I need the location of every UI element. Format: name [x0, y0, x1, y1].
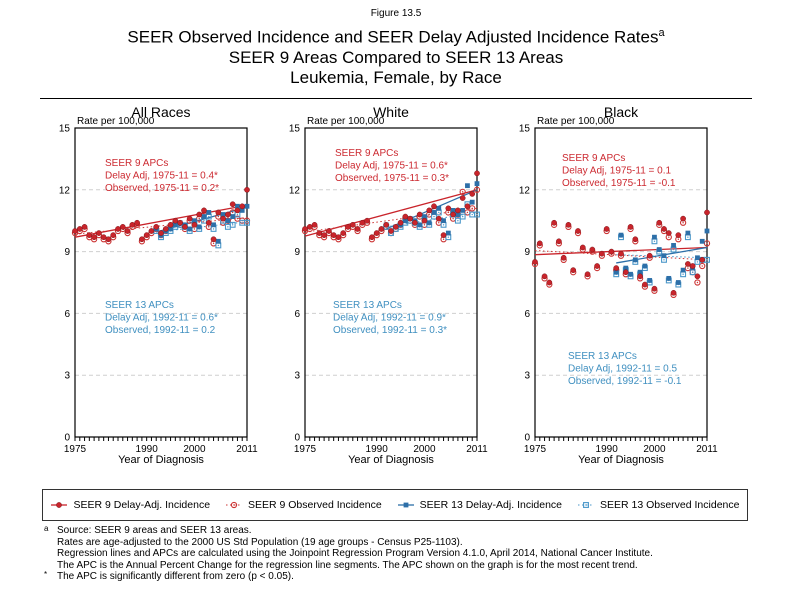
svg-text:2011: 2011: [236, 444, 258, 455]
svg-text:Delay Adj, 1975-11 = 0.6*: Delay Adj, 1975-11 = 0.6*: [335, 160, 448, 172]
svg-text:6: 6: [294, 308, 300, 320]
svg-text:Observed, 1975-11 = 0.3*: Observed, 1975-11 = 0.3*: [335, 173, 450, 184]
legend-label: SEER 13 Observed Incidence: [599, 499, 740, 511]
figure-number: Figure 13.5: [370, 8, 422, 19]
svg-text:0: 0: [524, 432, 530, 444]
footnote-source: a Source: SEER 9 areas and SEER 13 areas.: [44, 524, 252, 536]
svg-text:1975: 1975: [63, 444, 87, 455]
seer13-observed-marker-icon: [577, 499, 595, 511]
svg-text:Black: Black: [603, 104, 639, 120]
legend-label: SEER 9 Delay-Adj. Incidence: [73, 499, 211, 511]
svg-text:All Races: All Races: [131, 104, 191, 120]
svg-text:Observed, 1975-11 = 0.2*: Observed, 1975-11 = 0.2*: [105, 183, 220, 194]
svg-text:0: 0: [64, 432, 70, 444]
svg-text:White: White: [373, 104, 409, 120]
svg-text:Delay Adj, 1992-11 = 0.5: Delay Adj, 1992-11 = 0.5: [568, 363, 678, 375]
figure-title: [0, 23, 792, 88]
legend-item-seer9-observed: [225, 499, 382, 511]
svg-text:Observed, 1992-11 = 0.3*: Observed, 1992-11 = 0.3*: [333, 325, 448, 336]
chart-panel-all-races: [37, 102, 269, 477]
svg-text:Delay Adj, 1992-11 = 0.6*: Delay Adj, 1992-11 = 0.6*: [105, 312, 218, 324]
svg-text:1975: 1975: [523, 444, 547, 455]
svg-text:9: 9: [64, 247, 70, 259]
footnote-apc-definition: The APC is the Annual Percent Change for the regression line segments. The APC shown on the graph is for the most recent trend.: [57, 559, 638, 571]
title-footnote-marker: a: [658, 27, 665, 39]
legend-item-seer9-delay: [50, 499, 210, 511]
svg-text:3: 3: [524, 370, 530, 382]
chart-legend: [42, 489, 748, 521]
svg-text:2011: 2011: [466, 444, 488, 455]
legend-item-seer13-observed: [577, 499, 740, 511]
svg-text:2000: 2000: [183, 444, 206, 455]
svg-text:SEER 13 APCs: SEER 13 APCs: [568, 351, 637, 362]
svg-text:15: 15: [288, 123, 300, 135]
legend-label: SEER 9 Observed Incidence: [248, 499, 382, 511]
svg-text:1990: 1990: [365, 444, 388, 455]
svg-text:15: 15: [518, 123, 530, 135]
svg-text:9: 9: [524, 247, 530, 259]
title-line-2: SEER 9 Areas Compared to SEER 13 Areas: [228, 47, 564, 67]
svg-text:1975: 1975: [293, 444, 317, 455]
chart-black: [497, 102, 729, 477]
svg-text:1990: 1990: [595, 444, 618, 455]
svg-text:Rate per 100,000: Rate per 100,000: [537, 116, 615, 127]
seer13-delay-marker-icon: [397, 499, 415, 511]
svg-text:Year of Diagnosis: Year of Diagnosis: [578, 454, 664, 466]
svg-text:Delay Adj, 1975-11 = 0.4*: Delay Adj, 1975-11 = 0.4*: [105, 170, 218, 182]
svg-text:SEER 13 APCs: SEER 13 APCs: [105, 300, 174, 311]
svg-text:15: 15: [58, 123, 70, 135]
seer9-observed-marker-icon: [225, 499, 243, 511]
svg-text:6: 6: [524, 308, 530, 320]
svg-text:1990: 1990: [135, 444, 158, 455]
svg-text:2000: 2000: [643, 444, 666, 455]
svg-text:2000: 2000: [413, 444, 436, 455]
svg-text:Year of Diagnosis: Year of Diagnosis: [348, 454, 434, 466]
chart-panel-black: [497, 102, 729, 477]
svg-text:12: 12: [288, 185, 300, 197]
footnote-marker-a: a: [44, 524, 49, 533]
svg-text:3: 3: [294, 370, 300, 382]
legend-item-seer13-delay: [397, 499, 562, 511]
svg-text:SEER 9 APCs: SEER 9 APCs: [105, 158, 169, 169]
svg-text:Rate per 100,000: Rate per 100,000: [307, 116, 385, 127]
title-line-3: Leukemia, Female, by Race: [290, 67, 502, 87]
legend-label: SEER 13 Delay-Adj. Incidence: [419, 499, 563, 511]
svg-text:Observed, 1975-11 = -0.1: Observed, 1975-11 = -0.1: [562, 178, 676, 189]
footnote-age-adjust: Rates are age-adjusted to the 2000 US Std Population (19 age groups - Census P25-1103).: [57, 536, 463, 548]
title-line-1: SEER Observed Incidence and SEER Delay Adjusted Incidence Rates$^a$: [127, 27, 665, 47]
chart-panel-white: [267, 102, 499, 477]
chart-white: [267, 102, 499, 477]
title-divider: [40, 98, 752, 99]
footnote-significance: * The APC is significantly different from zero (p < 0.05).: [44, 570, 294, 583]
footnotes: [44, 525, 653, 583]
svg-text:3: 3: [64, 370, 70, 382]
svg-text:12: 12: [58, 185, 70, 197]
svg-text:Delay Adj, 1975-11 = 0.1: Delay Adj, 1975-11 = 0.1: [562, 165, 672, 177]
svg-text:9: 9: [294, 247, 300, 259]
svg-text:Observed, 1992-11 = 0.2: Observed, 1992-11 = 0.2: [105, 325, 216, 336]
svg-text:Rate per 100,000: Rate per 100,000: [77, 116, 155, 127]
svg-text:SEER 13 APCs: SEER 13 APCs: [333, 300, 402, 311]
seer9-delay-marker-icon: [50, 499, 68, 511]
svg-text:SEER 9 APCs: SEER 9 APCs: [335, 148, 399, 159]
svg-text:2011: 2011: [696, 444, 718, 455]
svg-text:Observed, 1992-11 = -0.1: Observed, 1992-11 = -0.1: [568, 376, 682, 387]
svg-text:Year of Diagnosis: Year of Diagnosis: [118, 454, 204, 466]
svg-text:Delay Adj, 1992-11 = 0.9*: Delay Adj, 1992-11 = 0.9*: [333, 312, 446, 324]
svg-text:0: 0: [294, 432, 300, 444]
svg-text:12: 12: [518, 185, 530, 197]
svg-text:6: 6: [64, 308, 70, 320]
svg-text:SEER 9 APCs: SEER 9 APCs: [562, 153, 626, 164]
footnote-joinpoint: Regression lines and APCs are calculated using the Joinpoint Regression Program Version 4.1.0, April 2014, National Cancer Institute.: [57, 548, 653, 560]
footnote-marker-star: *: [44, 570, 48, 580]
chart-all-races: [37, 102, 269, 477]
